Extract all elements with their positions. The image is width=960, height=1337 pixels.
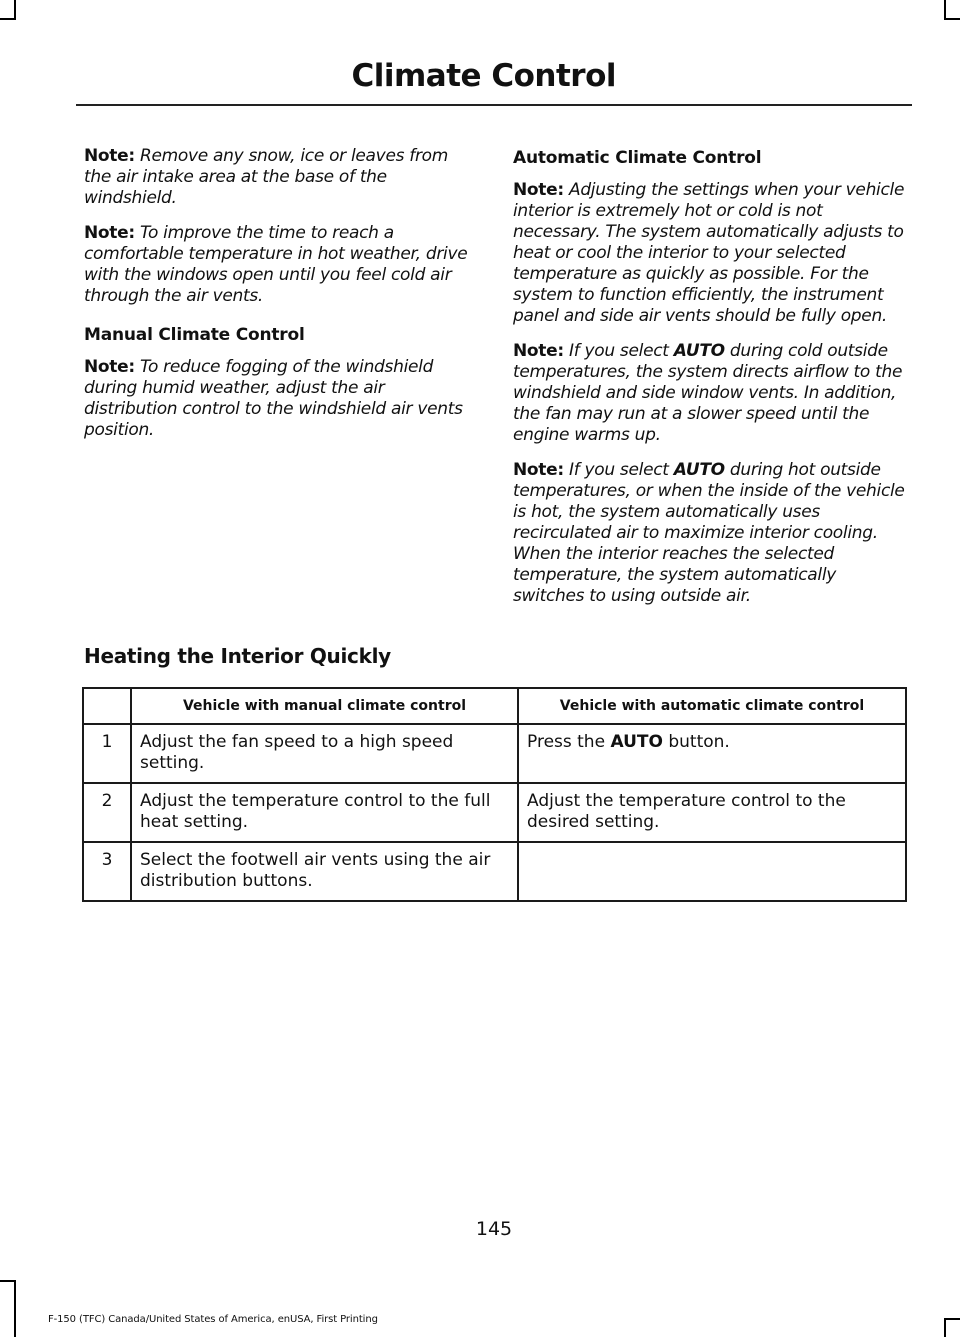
heating-steps-table: [82, 687, 907, 902]
automatic-step: [518, 724, 906, 783]
left-column: [84, 146, 480, 455]
note-text: To reduce fogging of the windshield during humid weather, adjust the air distribution control to the windshield air vents position.: [84, 357, 463, 440]
header-cell-manual: Vehicle with manual climate control: [131, 688, 518, 724]
note-text: To improve the time to reach a comfortable temperature in hot weather, drive with the windows open until you feel cold air through the air vents.: [84, 223, 468, 306]
footer-text: F-150 (TFC) Canada/United States of America, enUSA, First Printing: [48, 1314, 378, 1325]
note-text: during cold outside temperatures, the system directs airflow to the windshield and side window vents. In addition, the fan may run at a slower speed until the engine warms up.: [513, 341, 903, 445]
note-label: Note:: [513, 180, 564, 200]
header-cell-automatic: Vehicle with automatic climate control: [518, 688, 906, 724]
step-number: 2: [83, 783, 131, 842]
right-column: [513, 146, 909, 621]
page-number: 145: [475, 1218, 513, 1240]
table-header-row: [83, 688, 906, 724]
note-label: Note:: [84, 223, 135, 243]
table-row: [83, 724, 906, 783]
note-label: Note:: [513, 341, 564, 361]
crop-mark: [944, 1318, 960, 1320]
automatic-step-text: button.: [668, 732, 730, 752]
crop-mark: [944, 18, 960, 20]
note-text: Adjusting the settings when your vehicle interior is extremely hot or cold is not necessary. The system automatically adjusts to heat or cool the interior to your selected temperature as quickly as possible. For the system to function efficiently, the instrument panel and side air vents should be fully open.: [513, 180, 905, 326]
crop-mark: [0, 18, 16, 20]
note-label: Note:: [84, 357, 135, 377]
note-auto-cold: [513, 341, 909, 446]
step-number: 3: [83, 842, 131, 901]
note-hot-weather: [84, 223, 480, 307]
note-label: Note:: [513, 460, 564, 480]
automatic-climate-heading: Automatic Climate Control: [513, 148, 762, 168]
header-cell-num: [83, 688, 131, 724]
automatic-step: Adjust the temperature control to the desired setting.: [518, 783, 906, 842]
step-number: 1: [83, 724, 131, 783]
note-snow-ice: [84, 146, 480, 209]
automatic-step: [518, 842, 906, 901]
note-text: during hot outside temperatures, or when the inside of the vehicle is hot, the system automatically uses recirculated air to maximize interior cooling. When the interior reaches the selected temperature, the system automatically switches to using outside air.: [513, 460, 905, 606]
auto-keyword: AUTO: [673, 341, 725, 361]
note-auto-settings: [513, 180, 909, 327]
note-text: Remove any snow, ice or leaves from the air intake area at the base of the windshield.: [84, 146, 448, 208]
note-auto-hot: [513, 460, 909, 607]
note-text: If you select: [568, 341, 669, 361]
note-text: If you select: [568, 460, 669, 480]
crop-mark: [14, 1280, 16, 1337]
manual-step: Adjust the temperature control to the full heat setting.: [131, 783, 518, 842]
crop-mark: [944, 0, 946, 20]
note-label: Note:: [84, 146, 135, 166]
page-title: Climate Control: [351, 58, 616, 94]
table-row: [83, 783, 906, 842]
crop-mark: [0, 1280, 16, 1282]
table-title: Heating the Interior Quickly: [84, 644, 391, 668]
auto-keyword: AUTO: [673, 460, 725, 480]
header-divider: [76, 104, 912, 106]
table-row: [83, 842, 906, 901]
manual-step: Select the footwell air vents using the air distribution buttons.: [131, 842, 518, 901]
automatic-step-text: Press the: [527, 732, 606, 752]
auto-keyword: AUTO: [610, 732, 663, 752]
manual-climate-heading: Manual Climate Control: [84, 325, 305, 345]
manual-step: Adjust the fan speed to a high speed setting.: [131, 724, 518, 783]
note-fogging: [84, 357, 480, 441]
crop-mark: [944, 1318, 946, 1337]
crop-mark: [14, 0, 16, 20]
